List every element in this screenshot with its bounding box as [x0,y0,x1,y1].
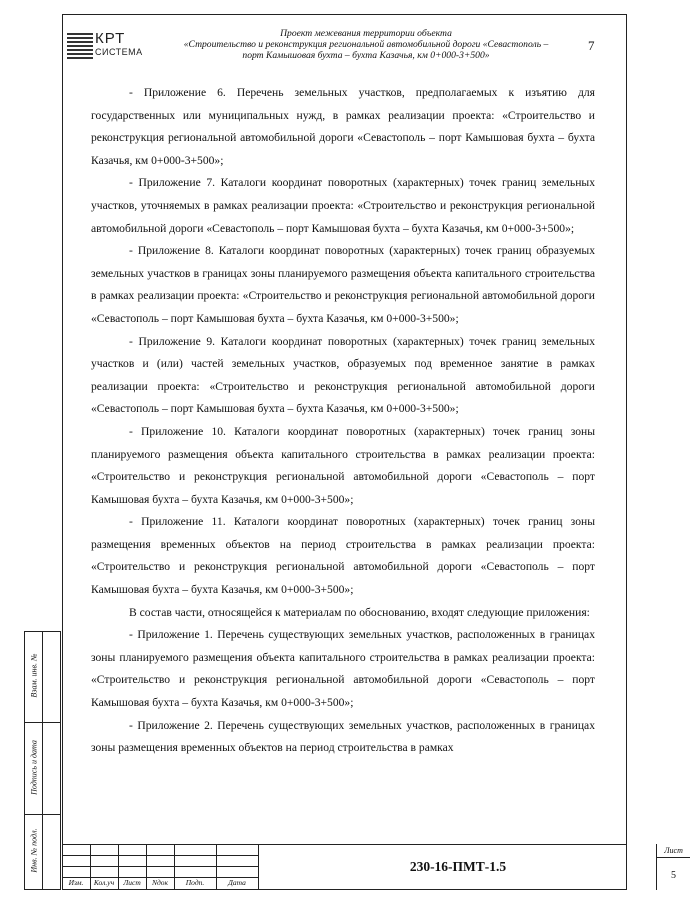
col-header-ndok: Nдок [151,878,169,887]
header-line-3: порт Камышовая бухта – бухта Казачья, км 0+000-3+500» [242,50,490,61]
document-code: 230-16-ПМТ-1.5 [258,844,657,890]
document-header [150,28,582,61]
col-header-koluch: Кол.уч [93,878,115,887]
header-line-2: «Строительство и реконструкция региональной автомобильной дороги «Севастополь – [183,39,549,50]
col-header-data: Дата [228,878,246,887]
side-label-signature-date: Подпись и дата [29,740,39,795]
col-header-izm: Изм. [68,878,84,887]
header-line-1: Проект межевания территории объекта [280,28,452,39]
col-header-podp: Подп. [185,878,205,887]
paragraph-annex-7: - Приложение 7. Каталоги координат поворотных (характерных) точек границ земельных участков, уточняемых в рамках реализации проекта: «Строительство и реконструкция региональной автомобильной дороги «Севастополь – порт Камышовая бухта – бухта Казачья, км 0+000-3+500»; [91,176,595,235]
grid-row-line [62,866,258,867]
logo-sub-text: СИСТЕМА [95,47,143,57]
logo-main-text: КРТ [95,30,126,47]
logo-stripes-icon [67,33,93,59]
side-stamp-value-column [42,631,61,890]
paragraph-annex-10: - Приложение 10. Каталоги координат поворотных (характерных) точек границ зоны планируемого размещения объекта капитального строительства в рамках реализации проекта: «Строительство и реконструкция региональной автомобильной дороги «Севастополь – порт Камышовая бухта – бухта Казачья, км 0+000-3+500»; [91,424,595,506]
revision-grid [62,844,258,890]
paragraph-annex-9: - Приложение 9. Каталоги координат поворотных (характерных) точек границ земельных участков и (или) частей земельных участков, образуемых под временное занятие в рамках реализации проекта: «Строительство и реконструкция региональной автомобильной дороги «Севастополь – порт Камышовая бухта – бухта Казачья, км 0+000-3+500»; [91,334,595,416]
grid-row-line [62,855,258,856]
paragraph-justification-annex-2: - Приложение 2. Перечень существующих земельных участков, расположенных в границах зоны размещения временных объектов на период строительства в рамках [91,718,595,755]
side-label-original-inv: Инв. № подл. [29,828,39,873]
paragraph-annex-8: - Приложение 8. Каталоги координат поворотных (характерных) точек границ образуемых земельных участков в границах зоны планируемого размещения объекта капитального строительства в рамках реализации проекта: «Строительство и реконструкция региональной автомобильной дороги «Севастополь – порт Камышовая бухта – бухта Казачья, км 0+000-3+500»; [91,244,595,325]
sheet-cell [656,844,690,890]
side-label-replacement-inv: Взам. инв. № [29,653,39,698]
sheet-number: 5 [671,870,676,881]
paragraph-annex-11: - Приложение 11. Каталоги координат поворотных (характерных) точек границ зоны размещения временных объектов на период строительства в рамках реализации проекта: «Строительство и реконструкция региональной автомобильной дороги «Севастополь – порт Камышовая бухта – бухта Казачья, км 0+000-3+500»; [91,515,595,597]
company-logo [67,30,147,61]
paragraph-annex-6: - Приложение 6. Перечень земельных участков, предполагаемых к изъятию для государственных или муниципальных нужд, в рамках реализации проекта: «Строительство и реконструкция региональной автомобильной дороги «Севастополь – порт Камышовая бухта – бухта Казачья, км 0+000-3+500»; [91,86,595,167]
header-page-number: 7 [588,38,595,53]
title-block [62,844,683,890]
sheet-label: Лист [657,846,690,858]
side-stamp [24,631,62,890]
paragraph-justification-intro: В состав части, относящейся к материалам по обоснованию, входят следующие приложения: [129,605,590,619]
paragraph-justification-annex-1: - Приложение 1. Перечень существующих земельных участков, расположенных в границах зоны планируемого размещения объекта капитального строительства в рамках реализации проекта: «Строительство и реконструкция региональной автомобильной дороги «Севастополь – порт Камышовая бухта – бухта Казачья, км 0+000-3+500»; [91,628,595,710]
document-body [91,82,595,760]
col-header-list: Лист [123,878,141,887]
